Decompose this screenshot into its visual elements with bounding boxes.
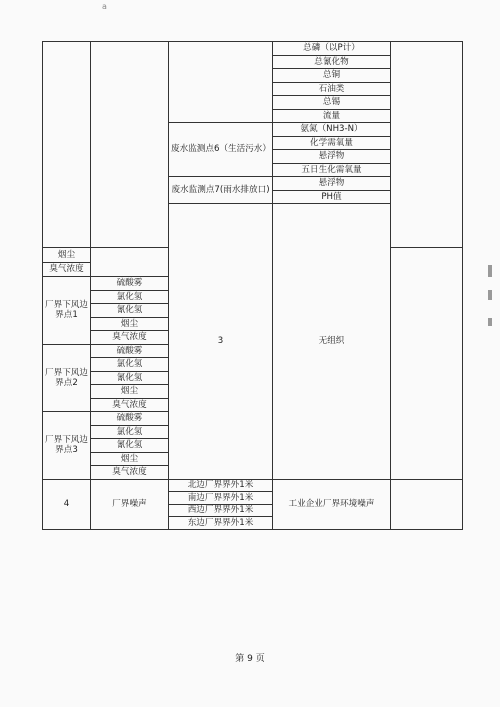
noise-point: 西边厂界界外1米	[169, 504, 273, 517]
cell-note-empty	[391, 42, 463, 248]
monitoring-table	[42, 41, 463, 530]
scan-edge-mark	[488, 318, 492, 326]
scan-edge-mark	[488, 265, 492, 277]
item-cell: 臭气浓度	[91, 331, 169, 345]
scan-mark: a	[102, 2, 107, 11]
item-cell: 烟尘	[91, 452, 169, 466]
item-cell: 烟尘	[43, 247, 91, 262]
noise-point: 南边厂界界外1米	[169, 492, 273, 505]
cell-no-empty	[43, 42, 91, 248]
item-cell: 悬浮物	[273, 150, 391, 164]
item-cell: 氯化氢	[91, 358, 169, 372]
noise-point: 北边厂界界外1米	[169, 479, 273, 492]
item-cell: 五日生化需氧量	[273, 163, 391, 177]
item-cell: 氰化氢	[91, 371, 169, 385]
cell-note-empty	[391, 479, 463, 529]
page-number: 第 9 页	[235, 654, 265, 664]
item-cell: 流量	[273, 109, 391, 123]
section-number: 3	[169, 204, 273, 480]
item-cell: 硫酸雾	[91, 277, 169, 291]
section-category: 厂界噪声	[91, 479, 169, 529]
item-cell: 总磷（以P计）	[273, 42, 391, 56]
item-cell: 硫酸雾	[91, 412, 169, 426]
item-cell: 化学需氧量	[273, 136, 391, 150]
cell-point-continued	[169, 42, 273, 123]
item-cell: 硫酸雾	[91, 344, 169, 358]
item-cell: 总氰化物	[273, 55, 391, 69]
cell-category-empty	[91, 42, 169, 248]
section-category: 无组织	[273, 204, 391, 480]
boundary-point: 厂界下风边界点3	[43, 412, 91, 480]
item-cell: 氰化氢	[91, 304, 169, 318]
noise-item: 工业企业厂界环境噪声	[273, 479, 391, 529]
item-cell: 总铜	[273, 69, 391, 83]
item-cell: 烟尘	[91, 385, 169, 399]
item-cell: 氯化氢	[91, 290, 169, 304]
wastewater-point-6: 废水监测点6（生活污水）	[169, 123, 273, 177]
section-number: 4	[43, 479, 91, 529]
item-cell: 悬浮物	[273, 177, 391, 191]
item-cell: 臭气浓度	[91, 466, 169, 480]
boundary-point: 厂界下风边界点1	[43, 277, 91, 345]
item-cell: 石油类	[273, 82, 391, 96]
wastewater-point-7: 废水监测点7(雨水排放口)	[169, 177, 273, 204]
item-cell: 烟尘	[91, 317, 169, 331]
item-cell: 氰化氢	[91, 439, 169, 453]
boundary-point: 厂界下风边界点2	[43, 344, 91, 412]
item-cell: 氯化氢	[91, 425, 169, 439]
scan-edge-mark	[488, 290, 492, 300]
item-cell: 氨氮（NH3-N）	[273, 123, 391, 137]
noise-point: 东边厂界界外1米	[169, 517, 273, 530]
item-cell: PH值	[273, 190, 391, 204]
item-cell: 臭气浓度	[91, 398, 169, 412]
item-cell: 臭气浓度	[43, 262, 91, 277]
item-cell: 总锡	[273, 96, 391, 110]
